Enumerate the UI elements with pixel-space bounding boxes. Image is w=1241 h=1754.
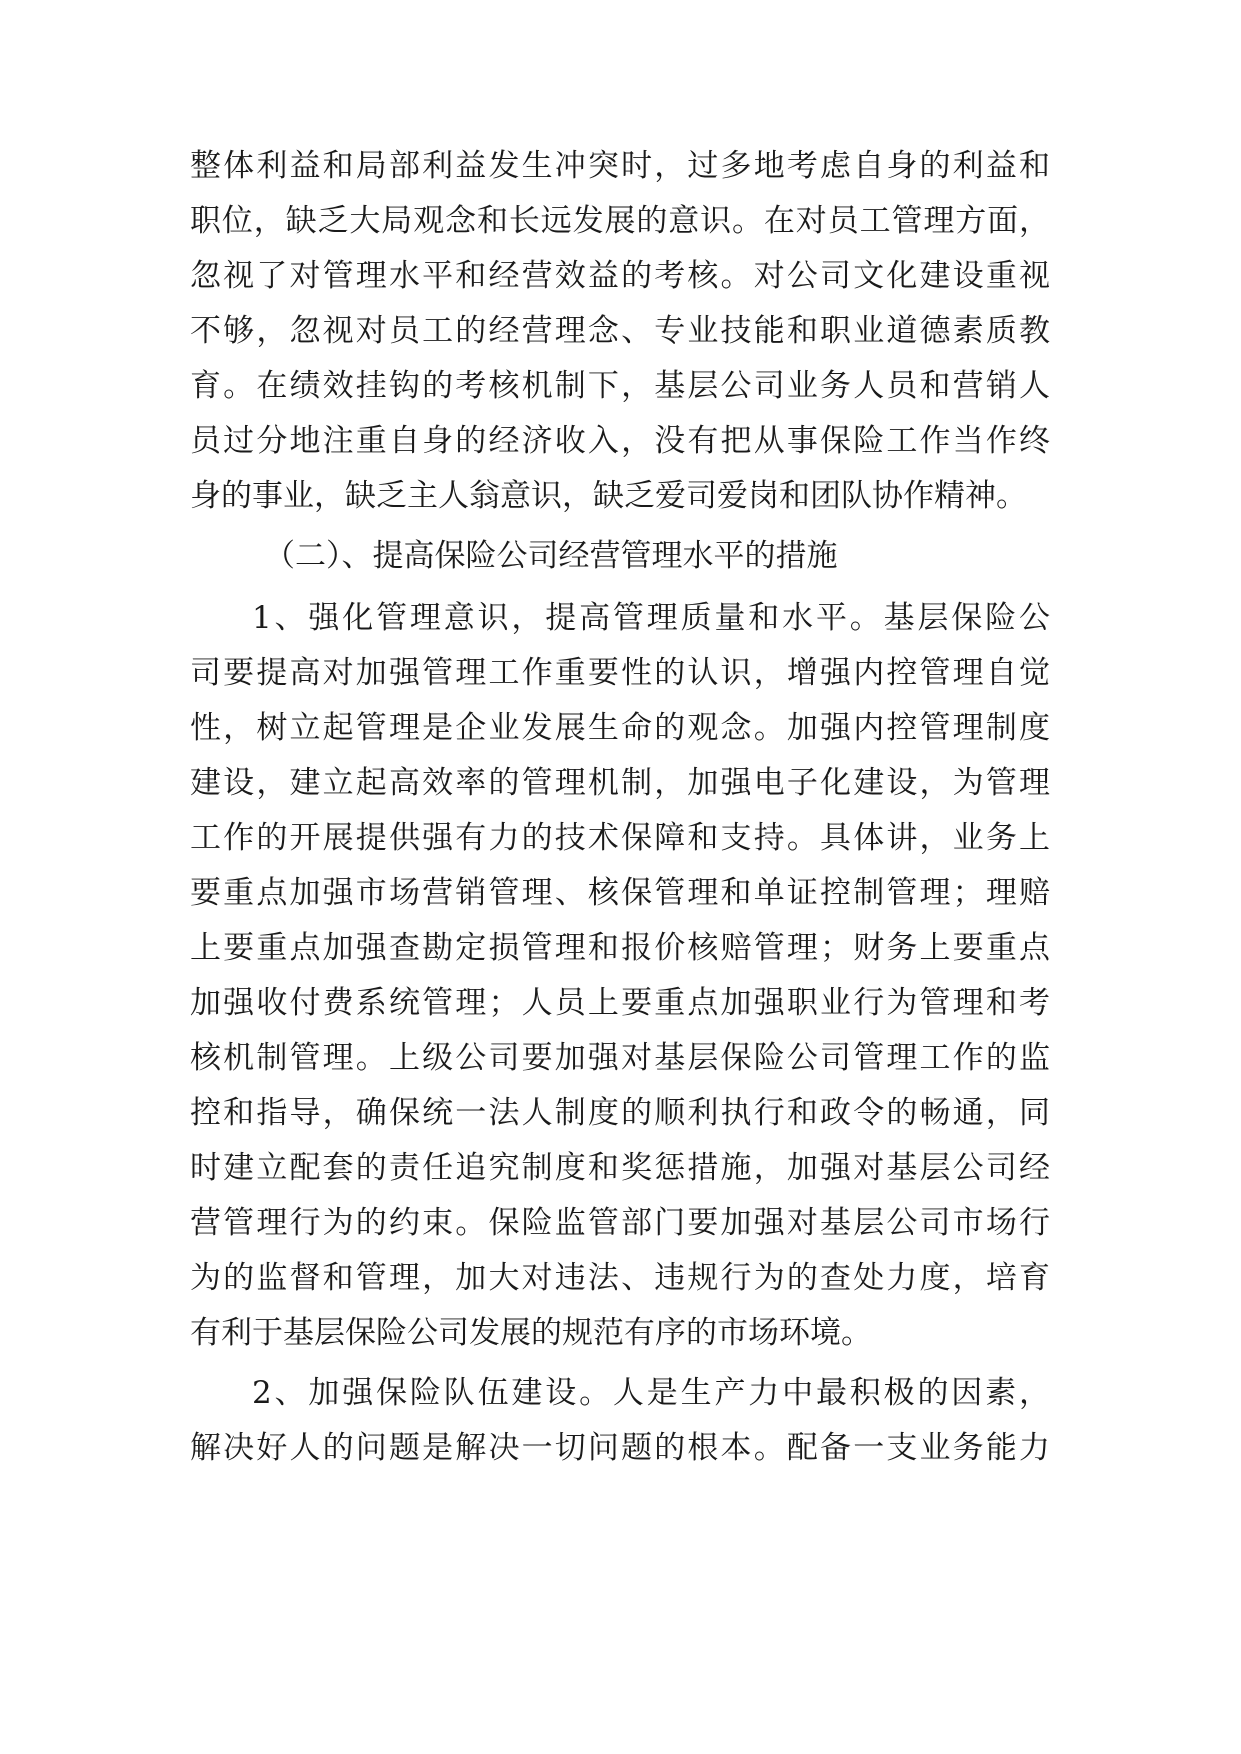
text-line: 控和指导，确保统一法人制度的顺利执行和政令的畅通，同 <box>190 1095 1050 1131</box>
text-line: 解决好人的问题是解决一切问题的根本。配备一支业务能力 <box>190 1430 1050 1466</box>
text-line: 职位，缺乏大局观念和长远发展的意识。在对员工管理方面， <box>190 203 1050 239</box>
text-line: 时建立配套的责任追究制度和奖惩措施，加强对基层公司经 <box>190 1150 1050 1186</box>
text-line: 有利于基层保险公司发展的规范有序的市场环境。 <box>190 1315 872 1351</box>
text-line: 要重点加强市场营销管理、核保管理和单证控制管理；理赔 <box>190 875 1050 911</box>
text-line: 育。在绩效挂钩的考核机制下，基层公司业务人员和营销人 <box>190 368 1050 404</box>
text-line: 整体利益和局部利益发生冲突时，过多地考虑自身的利益和 <box>190 148 1050 184</box>
text-line: 司要提高对加强管理工作重要性的认识，增强内控管理自觉 <box>190 655 1050 691</box>
text-line: 工作的开展提供强有力的技术保障和支持。具体讲，业务上 <box>190 820 1050 856</box>
text-line: 员过分地注重自身的经济收入，没有把从事保险工作当作终 <box>190 423 1050 459</box>
text-line: 加强收付费系统管理；人员上要重点加强职业行为管理和考 <box>190 985 1050 1021</box>
text-line: 营管理行为的约束。保险监管部门要加强对基层公司市场行 <box>190 1205 1050 1241</box>
text-line: 身的事业，缺乏主人翁意识，缺乏爱司爱岗和团队协作精神。 <box>190 478 1027 514</box>
paragraph-first-line: 1、强化管理意识，提高管理质量和水平。基层保险公 <box>252 600 1050 636</box>
text-line: 上要重点加强查勘定损管理和报价核赔管理；财务上要重点 <box>190 930 1050 966</box>
text-line: 性，树立起管理是企业发展生命的观念。加强内控管理制度 <box>190 710 1050 746</box>
paragraph-first-line: 2、加强保险队伍建设。人是生产力中最积极的因素， <box>252 1375 1050 1411</box>
section-heading: （二）、提高保险公司经营管理水平的措施 <box>264 538 838 574</box>
text-line: 忽视了对管理水平和经营效益的考核。对公司文化建设重视 <box>190 258 1050 294</box>
text-line: 核机制管理。上级公司要加强对基层保险公司管理工作的监 <box>190 1040 1050 1076</box>
text-line: 建设，建立起高效率的管理机制，加强电子化建设，为管理 <box>190 765 1050 801</box>
text-line: 不够，忽视对员工的经营理念、专业技能和职业道德素质教 <box>190 313 1050 349</box>
text-line: 为的监督和管理，加大对违法、违规行为的查处力度，培育 <box>190 1260 1050 1296</box>
